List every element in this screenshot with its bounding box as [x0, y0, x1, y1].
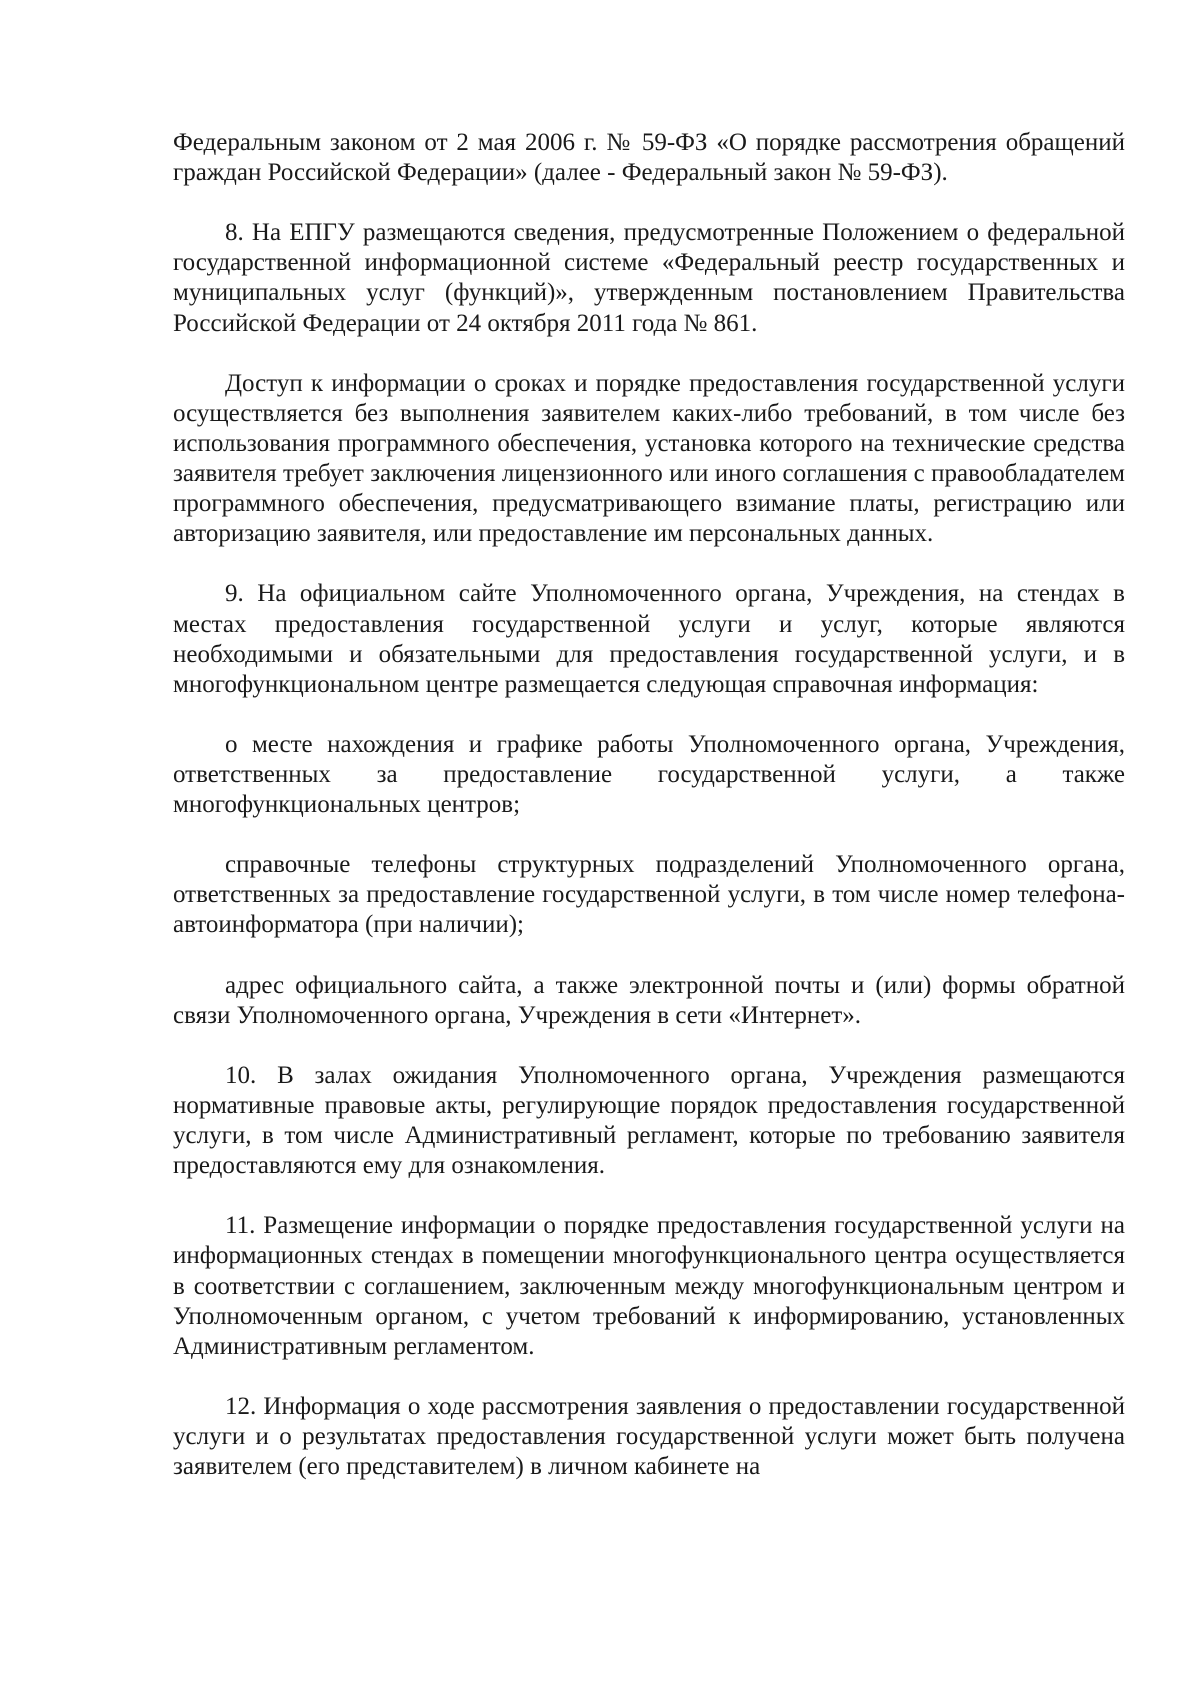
- paragraph-9-reference-info: 9. На официальном сайте Уполномоченного органа, Учреждения, на стендах в местах предоставления государственной услуги и услуг, которые являются необходимыми и обязательными для предоставления государственной услуги, и в многофункциональном центре размещается следующая справочная информация:: [173, 580, 1125, 698]
- paragraph-12-application-status: 12. Информация о ходе рассмотрения заявления о предоставлении государственной услуги и о результатах предоставления государственной услуги может быть получена заявителем (его представителем) в личном кабинете на: [173, 1392, 1125, 1481]
- paragraph-website-address: адрес официального сайта, а также электронной почты и (или) формы обратной связи Уполномоченного органа, Учреждения в сети «Интернет».: [173, 971, 1125, 1029]
- paragraph-location-schedule: о месте нахождения и графике работы Уполномоченного органа, Учреждения, ответственных за предоставление государственной услуги, а также многофункциональных центров;: [173, 730, 1125, 819]
- paragraph-phones: справочные телефоны структурных подразделений Уполномоченного органа, ответственных за предоставление государственной услуги, в том числе номер телефона-автоинформатора (при наличии);: [173, 851, 1125, 939]
- paragraph-law-reference: Федеральным законом от 2 мая 2006 г. № 59-ФЗ «О порядке рассмотрения обращений граждан Российской Федерации» (далее - Федеральный закон № 59-ФЗ).: [173, 129, 1125, 187]
- paragraph-access-to-info: Доступ к информации о сроках и порядке предоставления государственной услуги осуществляется без выполнения заявителем каких-либо требований, в том числе без использования программного обеспечения, установка которого на технические средства заявителя требует заключения лицензионного или иного соглашения с правообладателем программного обеспечения, предусматривающего взимание платы, регистрацию или авторизацию заявителя, или предоставление им персональных данных.: [173, 369, 1125, 548]
- document-body: [173, 128, 1125, 1482]
- paragraph-11-info-stands: 11. Размещение информации о порядке предоставления государственной услуги на информационных стендах в помещении многофункционального центра осуществляется в соответствии с соглашением, заключенным между многофункциональным центром и Уполномоченным органом, с учетом требований к информированию, установленных Административным регламентом.: [173, 1212, 1125, 1360]
- paragraph-10-waiting-rooms: 10. В залах ожидания Уполномоченного органа, Учреждения размещаются нормативные правовые акты, регулирующие порядок предоставления государственной услуги, в том числе Административный регламент, которые по требованию заявителя предоставляются ему для ознакомления.: [173, 1061, 1125, 1180]
- paragraph-8-epgu-info: 8. На ЕПГУ размещаются сведения, предусмотренные Положением о федеральной государственной информационной системе «Федеральный реестр государственных и муниципальных услуг (функций)», утвержденным постановлением Правительства Российской Федерации от 24 октября 2011 года № 861.: [173, 219, 1125, 337]
